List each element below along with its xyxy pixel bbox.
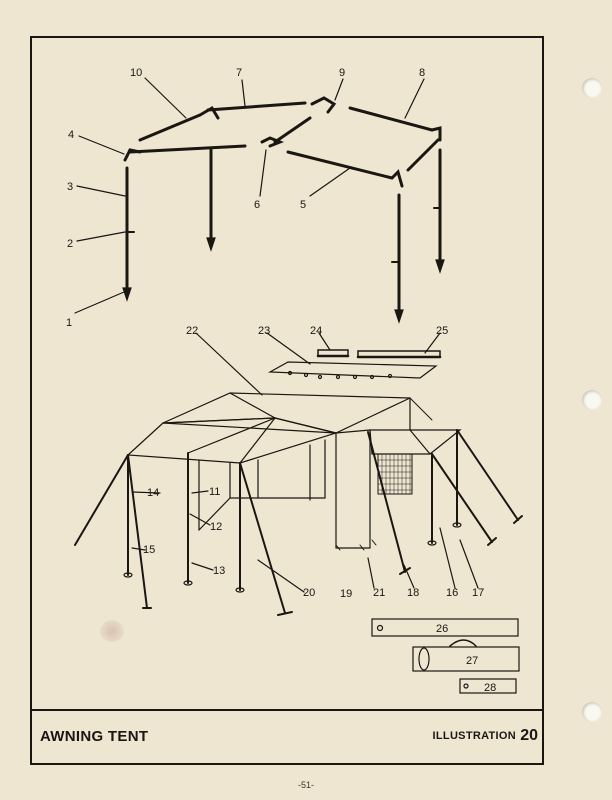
- callout-2: 2: [67, 238, 74, 250]
- callout-25: 25: [436, 325, 449, 337]
- part-27-label: 27: [466, 655, 479, 667]
- roof-pole-10: [140, 115, 200, 140]
- callout-5: 5: [300, 199, 307, 211]
- callout-12: 12: [210, 521, 223, 533]
- callout-6: 6: [254, 199, 261, 211]
- callout-10: 10: [130, 67, 143, 79]
- callout-1: 1: [66, 317, 73, 329]
- callout-17: 17: [472, 587, 485, 599]
- callout-7: 7: [236, 67, 243, 79]
- illustration-number: 20: [520, 727, 538, 744]
- callout-21: 21: [373, 587, 386, 599]
- callout-13: 13: [213, 565, 226, 577]
- callout-4: 4: [68, 129, 75, 141]
- callout-18: 18: [407, 587, 420, 599]
- callout-22: 22: [186, 325, 199, 337]
- roof-pole-7: [208, 103, 305, 110]
- callout-3: 3: [67, 181, 74, 193]
- callout-23: 23: [258, 325, 271, 337]
- callout-14: 14: [147, 487, 160, 499]
- part-28-label: 28: [484, 682, 497, 694]
- callout-16: 16: [446, 587, 459, 599]
- page-title: AWNING TENT: [40, 728, 149, 745]
- callout-15: 15: [143, 544, 156, 556]
- roof-pole-5: [288, 152, 392, 178]
- callout-9: 9: [339, 67, 346, 79]
- callout-24: 24: [310, 325, 323, 337]
- illustration-label: ILLUSTRATION: [432, 730, 516, 742]
- part-26-label: 26: [436, 623, 449, 635]
- roof-pole-8: [350, 108, 432, 130]
- callout-19: 19: [340, 588, 353, 600]
- page-number: -51-: [297, 780, 314, 790]
- roof-pole-front: [130, 146, 245, 152]
- callout-11: 11: [209, 486, 221, 498]
- callout-20: 20: [303, 587, 316, 599]
- callout-8: 8: [419, 67, 426, 79]
